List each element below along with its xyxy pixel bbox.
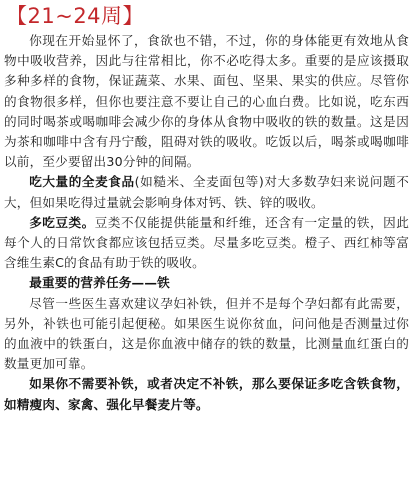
- whole-grain-heading: 吃大量的全麦食品: [29, 174, 135, 190]
- task-heading: 最重要的营养任务——铁: [29, 275, 170, 291]
- whole-grain-text: (如糙米、全麦面包等)对大多数孕妇来说问题不大，但如果吃得过量就会影响身体对钙、铁、锌的吸收。: [4, 174, 409, 210]
- closing-paragraph: 如果你不需要补铁，或者决定不补铁，那么要保证多吃含铁食物，如精瘦肉、家禽、强化早餐麦片等。: [4, 376, 409, 412]
- beans-text: 豆类不仅能提供能量和纤维，还含有一定量的铁，因此每个人的日常饮食都应该包括豆类。尽量多吃豆类。橙子、西红柿等富含维生素C的食品有助于铁的吸收。: [4, 214, 409, 271]
- task-paragraph: 尽管一些医生喜欢建议孕妇补铁，但并不是每个孕妇都有此需要，另外，补铁也可能引起便秘。如果医生说你贫血，问问他是否测量过你的血液中的铁蛋白，这是你血液中储存的铁的数量，比测量血红蛋白的数量更加可靠。: [4, 295, 409, 372]
- intro-paragraph: 你现在开始显怀了，食欲也不错，不过，你的身体能更有效地从食物中吸收营养，因此与往常相比，你不必吃得太多。重要的是应该摄取多种多样的食物，保证蔬菜、水果、面包、坚果、果实的供应。尽管你的食物很多样，但你也要注意不要让自己的心血白费。比如说，吃东西的同时喝茶或喝咖啡会减少你的身体从食物中吸收的铁的数量。这是因为茶和咖啡中含有丹宁酸，阻碍对铁的吸收。吃饭以后，喝茶或喝咖啡以前，至少要留出30分钟的间隔。: [4, 33, 409, 170]
- task-heading-paragraph: [4, 273, 409, 293]
- beans-heading: 多吃豆类。: [29, 214, 95, 230]
- beans-paragraph: [4, 213, 409, 274]
- section-heading: 【21~24周】: [6, 4, 145, 28]
- whole-grain-paragraph: [4, 172, 409, 212]
